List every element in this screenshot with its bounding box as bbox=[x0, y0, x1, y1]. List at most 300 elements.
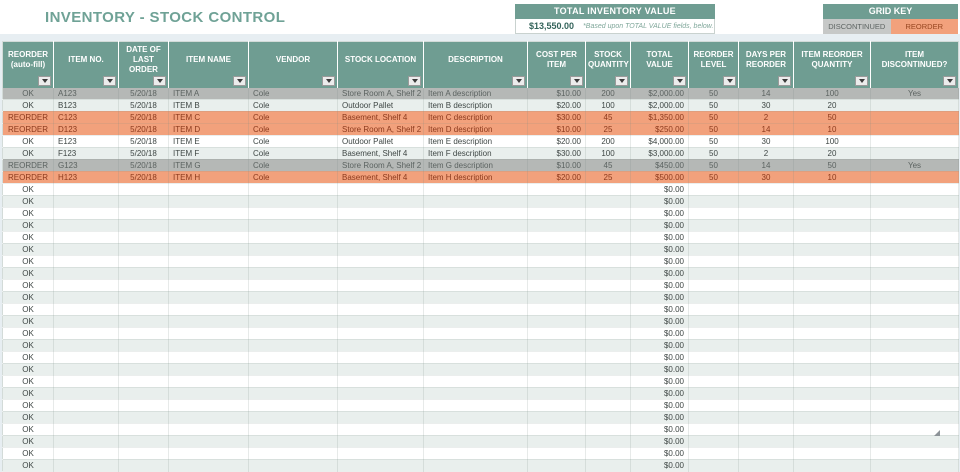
cell-total-value[interactable]: $0.00 bbox=[631, 183, 689, 195]
cell-reorder-status[interactable]: OK bbox=[3, 435, 54, 447]
cell-stock-location[interactable] bbox=[338, 291, 424, 303]
cell-vendor[interactable] bbox=[249, 399, 338, 411]
cell-total-value[interactable]: $0.00 bbox=[631, 435, 689, 447]
cell-vendor[interactable]: Cole bbox=[249, 88, 338, 100]
cell-item-no[interactable] bbox=[54, 183, 119, 195]
cell-item-name[interactable] bbox=[169, 207, 249, 219]
cell-item-reorder-quantity[interactable]: 100 bbox=[794, 88, 871, 100]
cell-item-reorder-quantity[interactable] bbox=[794, 279, 871, 291]
cell-cost-per-item[interactable] bbox=[528, 387, 586, 399]
filter-dropdown-button[interactable] bbox=[153, 76, 166, 86]
cell-item-name[interactable]: ITEM D bbox=[169, 123, 249, 135]
cell-total-value[interactable]: $0.00 bbox=[631, 303, 689, 315]
cell-item-discontinued[interactable] bbox=[871, 267, 959, 279]
cell-item-no[interactable] bbox=[54, 363, 119, 375]
cell-total-value[interactable]: $0.00 bbox=[631, 351, 689, 363]
cell-cost-per-item[interactable]: $10.00 bbox=[528, 88, 586, 100]
cell-date-of-last-order[interactable] bbox=[119, 279, 169, 291]
cell-description[interactable] bbox=[424, 219, 528, 231]
cell-description[interactable] bbox=[424, 291, 528, 303]
cell-cost-per-item[interactable] bbox=[528, 399, 586, 411]
cell-stock-location[interactable] bbox=[338, 423, 424, 435]
cell-cost-per-item[interactable]: $20.00 bbox=[528, 99, 586, 111]
cell-stock-quantity[interactable] bbox=[586, 327, 631, 339]
cell-total-value[interactable]: $1,350.00 bbox=[631, 111, 689, 123]
cell-reorder-level[interactable] bbox=[689, 351, 739, 363]
cell-stock-location[interactable] bbox=[338, 387, 424, 399]
cell-stock-location[interactable] bbox=[338, 375, 424, 387]
cell-description[interactable] bbox=[424, 423, 528, 435]
filter-dropdown-button[interactable] bbox=[103, 76, 116, 86]
cell-item-no[interactable]: C123 bbox=[54, 111, 119, 123]
cell-cost-per-item[interactable] bbox=[528, 291, 586, 303]
cell-item-reorder-quantity[interactable] bbox=[794, 267, 871, 279]
cell-item-name[interactable] bbox=[169, 423, 249, 435]
cell-days-per-reorder[interactable] bbox=[739, 447, 794, 459]
cell-days-per-reorder[interactable]: 2 bbox=[739, 111, 794, 123]
cell-item-reorder-quantity[interactable]: 100 bbox=[794, 135, 871, 147]
cell-item-discontinued[interactable] bbox=[871, 231, 959, 243]
cell-item-name[interactable] bbox=[169, 351, 249, 363]
cell-vendor[interactable]: Cole bbox=[249, 123, 338, 135]
cell-days-per-reorder[interactable] bbox=[739, 387, 794, 399]
cell-reorder-status[interactable]: OK bbox=[3, 88, 54, 100]
cell-description[interactable] bbox=[424, 279, 528, 291]
cell-reorder-level[interactable]: 50 bbox=[689, 111, 739, 123]
cell-item-no[interactable] bbox=[54, 447, 119, 459]
cell-description[interactable]: Item C description bbox=[424, 111, 528, 123]
cell-cost-per-item[interactable] bbox=[528, 447, 586, 459]
cell-item-discontinued[interactable] bbox=[871, 243, 959, 255]
cell-item-no[interactable] bbox=[54, 303, 119, 315]
cell-vendor[interactable] bbox=[249, 267, 338, 279]
cell-vendor[interactable] bbox=[249, 363, 338, 375]
cell-stock-quantity[interactable] bbox=[586, 315, 631, 327]
cell-date-of-last-order[interactable] bbox=[119, 183, 169, 195]
cell-item-discontinued[interactable] bbox=[871, 99, 959, 111]
cell-cost-per-item[interactable] bbox=[528, 459, 586, 471]
cell-vendor[interactable]: Cole bbox=[249, 159, 338, 171]
cell-days-per-reorder[interactable] bbox=[739, 363, 794, 375]
cell-total-value[interactable]: $0.00 bbox=[631, 411, 689, 423]
cell-reorder-status[interactable]: OK bbox=[3, 231, 54, 243]
cell-total-value[interactable]: $2,000.00 bbox=[631, 88, 689, 100]
cell-reorder-level[interactable] bbox=[689, 195, 739, 207]
filter-dropdown-button[interactable] bbox=[723, 76, 736, 86]
cell-item-discontinued[interactable] bbox=[871, 411, 959, 423]
cell-stock-quantity[interactable] bbox=[586, 387, 631, 399]
cell-reorder-level[interactable] bbox=[689, 459, 739, 471]
cell-days-per-reorder[interactable]: 14 bbox=[739, 159, 794, 171]
cell-vendor[interactable] bbox=[249, 435, 338, 447]
cell-reorder-level[interactable] bbox=[689, 411, 739, 423]
cell-cost-per-item[interactable] bbox=[528, 303, 586, 315]
cell-stock-quantity[interactable] bbox=[586, 219, 631, 231]
cell-stock-location[interactable]: Outdoor Pallet bbox=[338, 99, 424, 111]
cell-reorder-level[interactable] bbox=[689, 387, 739, 399]
cell-days-per-reorder[interactable]: 14 bbox=[739, 88, 794, 100]
cell-days-per-reorder[interactable] bbox=[739, 435, 794, 447]
cell-item-reorder-quantity[interactable] bbox=[794, 399, 871, 411]
cell-cost-per-item[interactable] bbox=[528, 339, 586, 351]
filter-dropdown-button[interactable] bbox=[855, 76, 868, 86]
cell-cost-per-item[interactable] bbox=[528, 195, 586, 207]
cell-days-per-reorder[interactable]: 30 bbox=[739, 99, 794, 111]
cell-item-no[interactable] bbox=[54, 195, 119, 207]
cell-days-per-reorder[interactable] bbox=[739, 267, 794, 279]
cell-stock-location[interactable]: Basement, Shelf 4 bbox=[338, 147, 424, 159]
cell-date-of-last-order[interactable] bbox=[119, 411, 169, 423]
cell-date-of-last-order[interactable] bbox=[119, 327, 169, 339]
cell-cost-per-item[interactable] bbox=[528, 315, 586, 327]
cell-days-per-reorder[interactable] bbox=[739, 375, 794, 387]
cell-description[interactable] bbox=[424, 399, 528, 411]
cell-date-of-last-order[interactable] bbox=[119, 435, 169, 447]
cell-reorder-status[interactable]: OK bbox=[3, 279, 54, 291]
cell-reorder-status[interactable]: OK bbox=[3, 267, 54, 279]
filter-dropdown-button[interactable] bbox=[570, 76, 583, 86]
cell-stock-quantity[interactable] bbox=[586, 375, 631, 387]
cell-cost-per-item[interactable] bbox=[528, 267, 586, 279]
cell-reorder-status[interactable]: OK bbox=[3, 459, 54, 471]
cell-item-no[interactable] bbox=[54, 315, 119, 327]
cell-reorder-status[interactable]: OK bbox=[3, 207, 54, 219]
cell-item-discontinued[interactable] bbox=[871, 387, 959, 399]
cell-total-value[interactable]: $0.00 bbox=[631, 387, 689, 399]
cell-stock-quantity[interactable] bbox=[586, 279, 631, 291]
cell-item-discontinued[interactable] bbox=[871, 279, 959, 291]
cell-item-no[interactable] bbox=[54, 291, 119, 303]
cell-date-of-last-order[interactable] bbox=[119, 267, 169, 279]
filter-dropdown-button[interactable] bbox=[943, 76, 956, 86]
cell-item-discontinued[interactable] bbox=[871, 291, 959, 303]
cell-cost-per-item[interactable]: $10.00 bbox=[528, 123, 586, 135]
cell-reorder-status[interactable]: REORDER bbox=[3, 171, 54, 183]
cell-vendor[interactable]: Cole bbox=[249, 147, 338, 159]
cell-item-discontinued[interactable] bbox=[871, 375, 959, 387]
cell-reorder-status[interactable]: OK bbox=[3, 339, 54, 351]
cell-total-value[interactable]: $0.00 bbox=[631, 327, 689, 339]
cell-stock-location[interactable] bbox=[338, 327, 424, 339]
cell-item-no[interactable]: A123 bbox=[54, 88, 119, 100]
cell-description[interactable] bbox=[424, 387, 528, 399]
cell-total-value[interactable]: $4,000.00 bbox=[631, 135, 689, 147]
cell-item-reorder-quantity[interactable]: 20 bbox=[794, 147, 871, 159]
cell-vendor[interactable] bbox=[249, 339, 338, 351]
filter-dropdown-button[interactable] bbox=[615, 76, 628, 86]
cell-description[interactable] bbox=[424, 339, 528, 351]
cell-vendor[interactable]: Cole bbox=[249, 111, 338, 123]
cell-cost-per-item[interactable] bbox=[528, 183, 586, 195]
cell-item-name[interactable] bbox=[169, 447, 249, 459]
cell-item-discontinued[interactable] bbox=[871, 423, 959, 435]
cell-vendor[interactable] bbox=[249, 327, 338, 339]
cell-stock-quantity[interactable] bbox=[586, 351, 631, 363]
cell-description[interactable] bbox=[424, 315, 528, 327]
cell-stock-quantity[interactable] bbox=[586, 411, 631, 423]
cell-stock-location[interactable] bbox=[338, 183, 424, 195]
cell-reorder-level[interactable]: 50 bbox=[689, 159, 739, 171]
cell-item-name[interactable] bbox=[169, 327, 249, 339]
cell-date-of-last-order[interactable] bbox=[119, 459, 169, 471]
cell-reorder-status[interactable]: OK bbox=[3, 99, 54, 111]
cell-total-value[interactable]: $250.00 bbox=[631, 123, 689, 135]
cell-item-discontinued[interactable] bbox=[871, 399, 959, 411]
cell-reorder-status[interactable]: OK bbox=[3, 183, 54, 195]
cell-stock-location[interactable] bbox=[338, 363, 424, 375]
cell-vendor[interactable] bbox=[249, 387, 338, 399]
cell-vendor[interactable]: Cole bbox=[249, 99, 338, 111]
cell-item-name[interactable] bbox=[169, 411, 249, 423]
cell-stock-quantity[interactable] bbox=[586, 231, 631, 243]
cell-reorder-level[interactable] bbox=[689, 315, 739, 327]
cell-item-reorder-quantity[interactable] bbox=[794, 231, 871, 243]
cell-vendor[interactable] bbox=[249, 411, 338, 423]
cell-vendor[interactable] bbox=[249, 375, 338, 387]
cell-item-no[interactable]: H123 bbox=[54, 171, 119, 183]
cell-stock-quantity[interactable] bbox=[586, 243, 631, 255]
cell-item-reorder-quantity[interactable] bbox=[794, 255, 871, 267]
cell-item-reorder-quantity[interactable]: 50 bbox=[794, 159, 871, 171]
cell-description[interactable]: Item D description bbox=[424, 123, 528, 135]
cell-item-name[interactable] bbox=[169, 459, 249, 471]
cell-stock-location[interactable]: Store Room A, Shelf 2 bbox=[338, 123, 424, 135]
cell-reorder-level[interactable] bbox=[689, 291, 739, 303]
cell-reorder-level[interactable]: 50 bbox=[689, 135, 739, 147]
cell-item-discontinued[interactable] bbox=[871, 111, 959, 123]
cell-reorder-level[interactable]: 50 bbox=[689, 99, 739, 111]
cell-item-name[interactable] bbox=[169, 303, 249, 315]
cell-item-discontinued[interactable] bbox=[871, 195, 959, 207]
cell-item-reorder-quantity[interactable] bbox=[794, 303, 871, 315]
cell-item-name[interactable]: ITEM G bbox=[169, 159, 249, 171]
cell-item-discontinued[interactable] bbox=[871, 363, 959, 375]
cell-item-reorder-quantity[interactable] bbox=[794, 411, 871, 423]
cell-item-discontinued[interactable] bbox=[871, 339, 959, 351]
cell-item-discontinued[interactable] bbox=[871, 207, 959, 219]
filter-dropdown-button[interactable] bbox=[673, 76, 686, 86]
cell-description[interactable] bbox=[424, 459, 528, 471]
cell-reorder-status[interactable]: OK bbox=[3, 447, 54, 459]
cell-item-no[interactable] bbox=[54, 459, 119, 471]
cell-vendor[interactable]: Cole bbox=[249, 135, 338, 147]
cell-item-discontinued[interactable] bbox=[871, 315, 959, 327]
cell-stock-quantity[interactable] bbox=[586, 255, 631, 267]
cell-item-discontinued[interactable] bbox=[871, 327, 959, 339]
cell-total-value[interactable]: $0.00 bbox=[631, 231, 689, 243]
cell-reorder-status[interactable]: OK bbox=[3, 219, 54, 231]
cell-reorder-status[interactable]: OK bbox=[3, 135, 54, 147]
cell-item-reorder-quantity[interactable] bbox=[794, 351, 871, 363]
filter-dropdown-button[interactable] bbox=[408, 76, 421, 86]
cell-description[interactable]: Item H description bbox=[424, 171, 528, 183]
cell-description[interactable] bbox=[424, 363, 528, 375]
cell-stock-location[interactable] bbox=[338, 207, 424, 219]
cell-item-name[interactable] bbox=[169, 291, 249, 303]
cell-total-value[interactable]: $2,000.00 bbox=[631, 99, 689, 111]
cell-reorder-level[interactable]: 50 bbox=[689, 171, 739, 183]
cell-stock-location[interactable]: Store Room A, Shelf 2 bbox=[338, 159, 424, 171]
cell-vendor[interactable] bbox=[249, 183, 338, 195]
cell-item-no[interactable] bbox=[54, 219, 119, 231]
cell-item-reorder-quantity[interactable] bbox=[794, 195, 871, 207]
cell-date-of-last-order[interactable] bbox=[119, 315, 169, 327]
cell-reorder-status[interactable]: OK bbox=[3, 147, 54, 159]
cell-date-of-last-order[interactable] bbox=[119, 363, 169, 375]
cell-total-value[interactable]: $0.00 bbox=[631, 291, 689, 303]
cell-item-no[interactable] bbox=[54, 411, 119, 423]
cell-reorder-status[interactable]: OK bbox=[3, 315, 54, 327]
cell-item-discontinued[interactable]: Yes bbox=[871, 88, 959, 100]
cell-reorder-status[interactable]: OK bbox=[3, 423, 54, 435]
cell-item-discontinued[interactable] bbox=[871, 351, 959, 363]
cell-days-per-reorder[interactable] bbox=[739, 339, 794, 351]
cell-cost-per-item[interactable]: $20.00 bbox=[528, 135, 586, 147]
cell-stock-quantity[interactable] bbox=[586, 183, 631, 195]
cell-reorder-status[interactable]: REORDER bbox=[3, 111, 54, 123]
cell-item-reorder-quantity[interactable]: 10 bbox=[794, 171, 871, 183]
cell-reorder-level[interactable] bbox=[689, 399, 739, 411]
cell-cost-per-item[interactable] bbox=[528, 219, 586, 231]
filter-dropdown-button[interactable] bbox=[38, 76, 51, 86]
cell-cost-per-item[interactable] bbox=[528, 375, 586, 387]
cell-days-per-reorder[interactable] bbox=[739, 411, 794, 423]
cell-reorder-level[interactable]: 50 bbox=[689, 147, 739, 159]
cell-description[interactable] bbox=[424, 375, 528, 387]
cell-item-reorder-quantity[interactable] bbox=[794, 327, 871, 339]
cell-description[interactable] bbox=[424, 183, 528, 195]
cell-item-name[interactable] bbox=[169, 375, 249, 387]
cell-item-name[interactable] bbox=[169, 315, 249, 327]
cell-stock-quantity[interactable]: 200 bbox=[586, 88, 631, 100]
cell-total-value[interactable]: $0.00 bbox=[631, 195, 689, 207]
cell-stock-location[interactable] bbox=[338, 435, 424, 447]
cell-days-per-reorder[interactable] bbox=[739, 219, 794, 231]
cell-item-name[interactable]: ITEM E bbox=[169, 135, 249, 147]
cell-description[interactable] bbox=[424, 351, 528, 363]
cell-cost-per-item[interactable] bbox=[528, 351, 586, 363]
cell-days-per-reorder[interactable] bbox=[739, 459, 794, 471]
cell-item-discontinued[interactable] bbox=[871, 255, 959, 267]
cell-item-reorder-quantity[interactable] bbox=[794, 375, 871, 387]
cell-reorder-status[interactable]: OK bbox=[3, 375, 54, 387]
cell-days-per-reorder[interactable] bbox=[739, 423, 794, 435]
cell-item-reorder-quantity[interactable] bbox=[794, 423, 871, 435]
cell-stock-location[interactable] bbox=[338, 243, 424, 255]
cell-date-of-last-order[interactable]: 5/20/18 bbox=[119, 171, 169, 183]
cell-stock-location[interactable] bbox=[338, 339, 424, 351]
cell-date-of-last-order[interactable] bbox=[119, 207, 169, 219]
cell-stock-location[interactable] bbox=[338, 195, 424, 207]
cell-total-value[interactable]: $0.00 bbox=[631, 219, 689, 231]
cell-reorder-status[interactable]: OK bbox=[3, 291, 54, 303]
total-inventory-value-row[interactable] bbox=[515, 19, 715, 34]
cell-total-value[interactable]: $0.00 bbox=[631, 279, 689, 291]
cell-description[interactable] bbox=[424, 411, 528, 423]
cell-date-of-last-order[interactable]: 5/20/18 bbox=[119, 159, 169, 171]
cell-item-reorder-quantity[interactable]: 10 bbox=[794, 123, 871, 135]
cell-total-value[interactable]: $450.00 bbox=[631, 159, 689, 171]
cell-total-value[interactable]: $0.00 bbox=[631, 375, 689, 387]
cell-item-no[interactable] bbox=[54, 339, 119, 351]
cell-reorder-status[interactable]: OK bbox=[3, 363, 54, 375]
cell-stock-quantity[interactable] bbox=[586, 303, 631, 315]
cell-stock-location[interactable]: Store Room A, Shelf 2 bbox=[338, 88, 424, 100]
cell-cost-per-item[interactable] bbox=[528, 435, 586, 447]
cell-description[interactable] bbox=[424, 195, 528, 207]
cell-reorder-level[interactable] bbox=[689, 279, 739, 291]
cell-days-per-reorder[interactable] bbox=[739, 279, 794, 291]
cell-cost-per-item[interactable]: $10.00 bbox=[528, 159, 586, 171]
cell-item-no[interactable] bbox=[54, 267, 119, 279]
cell-item-no[interactable] bbox=[54, 435, 119, 447]
cell-stock-location[interactable] bbox=[338, 219, 424, 231]
cell-description[interactable] bbox=[424, 303, 528, 315]
cell-stock-location[interactable] bbox=[338, 303, 424, 315]
cell-vendor[interactable] bbox=[249, 219, 338, 231]
cell-item-name[interactable] bbox=[169, 399, 249, 411]
cell-stock-quantity[interactable] bbox=[586, 399, 631, 411]
cell-date-of-last-order[interactable] bbox=[119, 351, 169, 363]
cell-vendor[interactable] bbox=[249, 303, 338, 315]
cell-stock-location[interactable] bbox=[338, 231, 424, 243]
cell-item-reorder-quantity[interactable] bbox=[794, 183, 871, 195]
cell-description[interactable]: Item E description bbox=[424, 135, 528, 147]
cell-vendor[interactable]: Cole bbox=[249, 171, 338, 183]
cell-item-reorder-quantity[interactable] bbox=[794, 207, 871, 219]
cell-stock-quantity[interactable]: 200 bbox=[586, 135, 631, 147]
cell-days-per-reorder[interactable] bbox=[739, 243, 794, 255]
cell-item-no[interactable] bbox=[54, 327, 119, 339]
cell-item-discontinued[interactable] bbox=[871, 147, 959, 159]
cell-total-value[interactable]: $0.00 bbox=[631, 399, 689, 411]
cell-vendor[interactable] bbox=[249, 291, 338, 303]
cell-date-of-last-order[interactable] bbox=[119, 291, 169, 303]
cell-total-value[interactable]: $3,000.00 bbox=[631, 147, 689, 159]
cell-item-discontinued[interactable] bbox=[871, 171, 959, 183]
cell-date-of-last-order[interactable] bbox=[119, 339, 169, 351]
cell-cost-per-item[interactable] bbox=[528, 243, 586, 255]
cell-item-name[interactable] bbox=[169, 195, 249, 207]
cell-item-name[interactable]: ITEM B bbox=[169, 99, 249, 111]
cell-item-no[interactable]: F123 bbox=[54, 147, 119, 159]
cell-stock-quantity[interactable] bbox=[586, 339, 631, 351]
cell-item-no[interactable] bbox=[54, 351, 119, 363]
cell-item-no[interactable] bbox=[54, 255, 119, 267]
cell-reorder-level[interactable] bbox=[689, 255, 739, 267]
cell-item-discontinued[interactable] bbox=[871, 435, 959, 447]
cell-vendor[interactable] bbox=[249, 231, 338, 243]
cell-item-discontinued[interactable] bbox=[871, 447, 959, 459]
cell-item-reorder-quantity[interactable] bbox=[794, 387, 871, 399]
cell-item-discontinued[interactable] bbox=[871, 219, 959, 231]
cell-stock-quantity[interactable]: 25 bbox=[586, 171, 631, 183]
cell-description[interactable] bbox=[424, 231, 528, 243]
cell-item-reorder-quantity[interactable] bbox=[794, 315, 871, 327]
cell-vendor[interactable] bbox=[249, 351, 338, 363]
cell-vendor[interactable] bbox=[249, 459, 338, 471]
resize-grip-icon[interactable] bbox=[934, 430, 940, 436]
cell-days-per-reorder[interactable]: 14 bbox=[739, 123, 794, 135]
cell-total-value[interactable]: $0.00 bbox=[631, 267, 689, 279]
cell-vendor[interactable] bbox=[249, 423, 338, 435]
cell-date-of-last-order[interactable] bbox=[119, 255, 169, 267]
cell-reorder-status[interactable]: OK bbox=[3, 195, 54, 207]
cell-cost-per-item[interactable] bbox=[528, 411, 586, 423]
cell-description[interactable]: Item G description bbox=[424, 159, 528, 171]
cell-item-reorder-quantity[interactable] bbox=[794, 219, 871, 231]
cell-item-name[interactable] bbox=[169, 183, 249, 195]
